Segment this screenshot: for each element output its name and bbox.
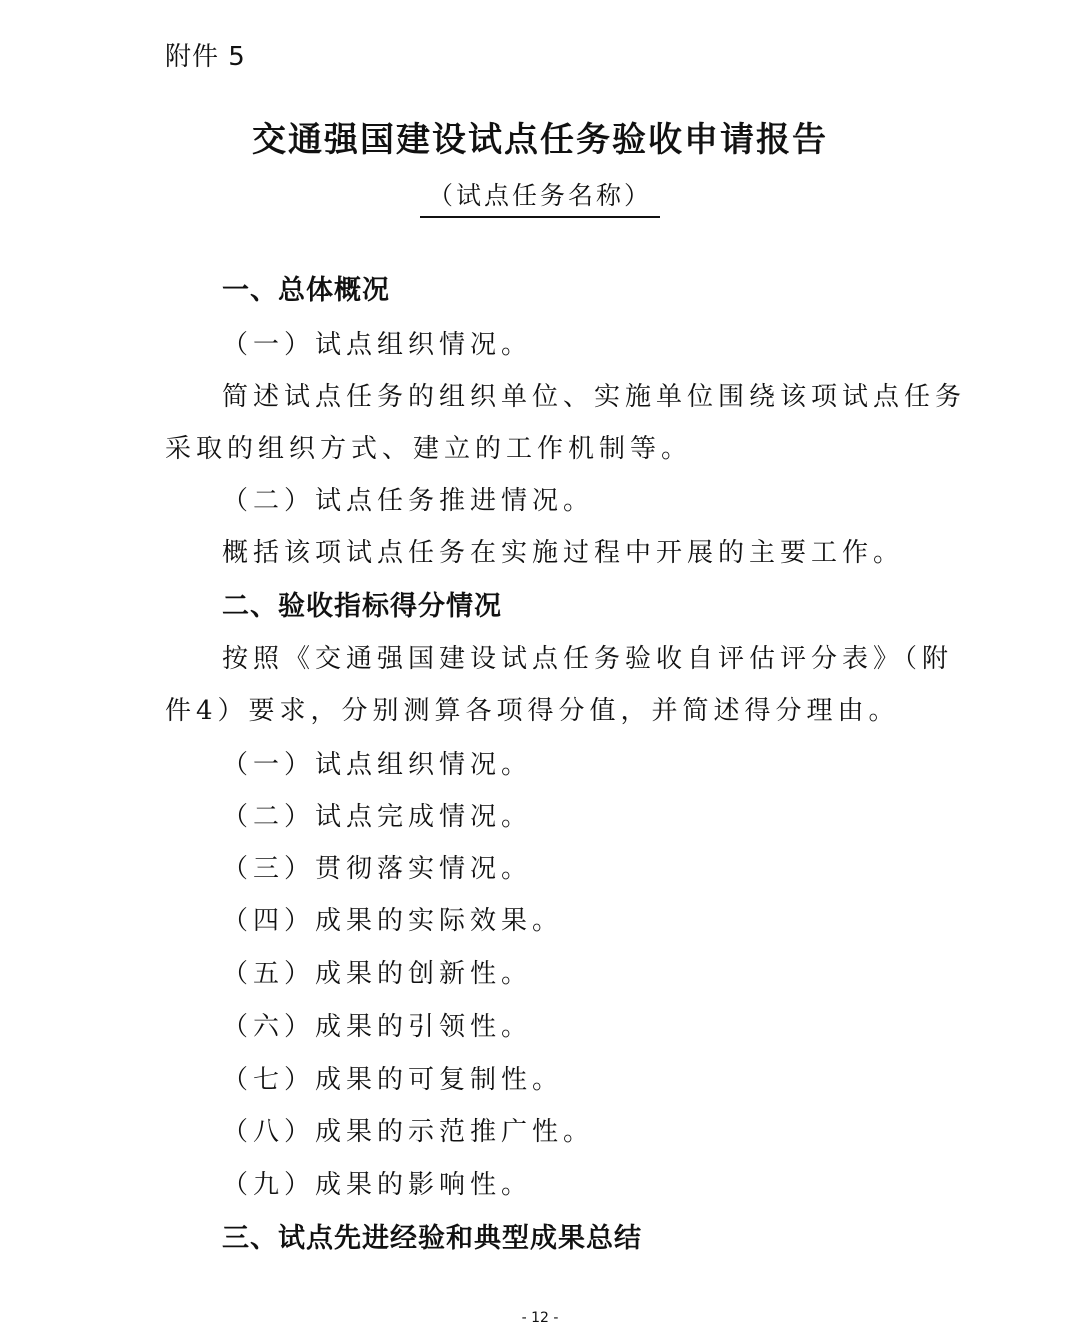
section-1-subheading-2: （二）试点任务推进情况。 (222, 486, 595, 516)
document-subtitle: （试点任务名称） (420, 176, 660, 218)
section-2-item-2: （二）试点完成情况。 (222, 802, 533, 832)
section-2-paragraph-line-2: 件4）要求，分别测算各项得分值，并简述得分理由。 (165, 696, 900, 726)
section-1-heading: 一、总体概况 (222, 275, 390, 306)
section-2-heading: 二、验收指标得分情况 (222, 591, 502, 622)
section-2-item-5: （五）成果的创新性。 (222, 959, 533, 989)
section-2-item-6: （六）成果的引领性。 (222, 1012, 533, 1042)
section-1-subheading-1: （一）试点组织情况。 (222, 330, 533, 360)
section-1-paragraph-1-line-1: 简述试点任务的组织单位、实施单位围绕该项试点任务 (222, 382, 967, 412)
page-number: - 12 - (521, 1310, 559, 1326)
attachment-label: 附件 5 (165, 42, 246, 72)
section-1-paragraph-1-line-2: 采取的组织方式、建立的工作机制等。 (165, 434, 693, 464)
section-1-paragraph-2: 概括该项试点任务在实施过程中开展的主要工作。 (222, 538, 905, 568)
section-2-item-9: （九）成果的影响性。 (222, 1170, 533, 1200)
section-2-item-3: （三）贯彻落实情况。 (222, 854, 533, 884)
section-2-item-4: （四）成果的实际效果。 (222, 906, 564, 936)
section-2-item-8: （八）成果的示范推广性。 (222, 1117, 595, 1147)
section-3-heading: 三、试点先进经验和典型成果总结 (222, 1223, 642, 1254)
section-2-paragraph-line-1: 按照《交通强国建设试点任务验收自评估评分表》（附 (222, 644, 954, 674)
section-2-item-1: （一）试点组织情况。 (222, 750, 533, 780)
document-title: 交通强国建设试点任务验收申请报告 (252, 120, 828, 160)
section-2-item-7: （七）成果的可复制性。 (222, 1065, 564, 1095)
